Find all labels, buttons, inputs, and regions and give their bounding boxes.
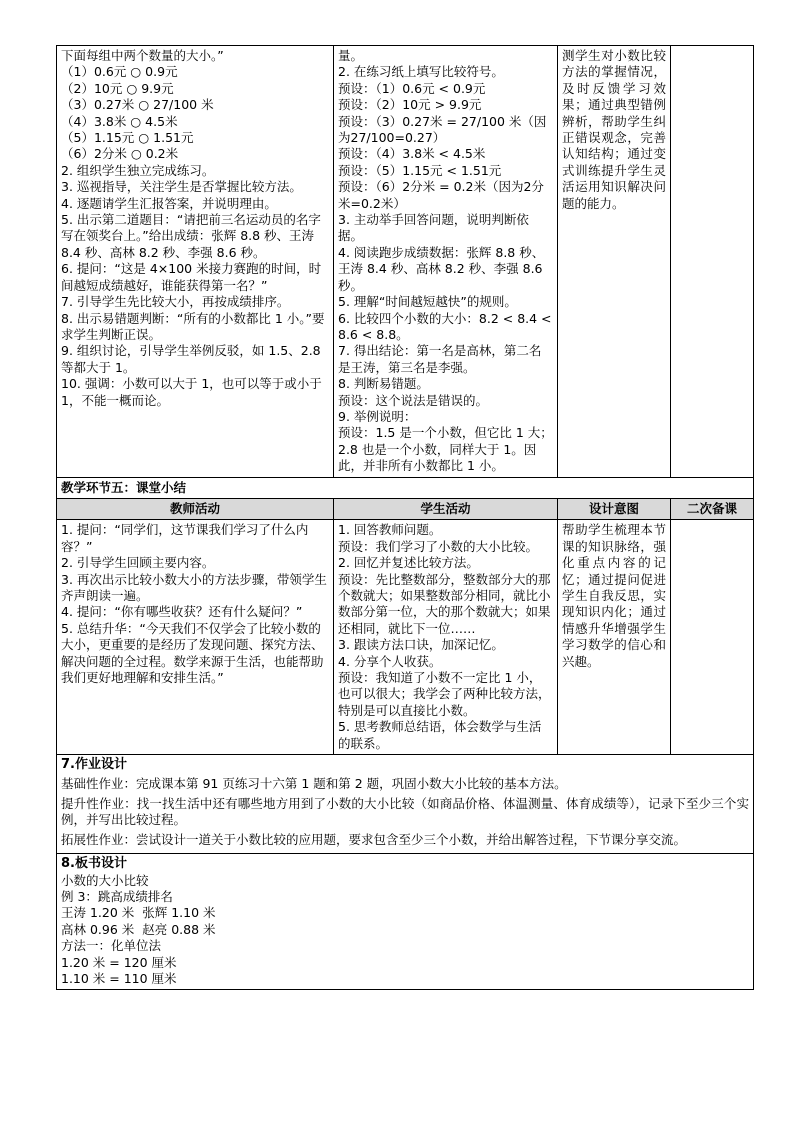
board-line: 例 3：跳高成绩排名 bbox=[61, 888, 173, 904]
student-activity-line: 预设：1.5 是一个小数，但它比 1 大；2.8 也是一个小数，同样大于 1。因此，并非所有小数都比 1 小。 bbox=[338, 425, 553, 474]
homework-cell bbox=[57, 755, 754, 854]
board-line: 高林 0.96 米 赵亮 0.88 米 bbox=[61, 921, 216, 937]
lesson-plan-table bbox=[56, 45, 754, 990]
homework-extend: 拓展性作业：尝试设计一道关于小数比较的应用题，要求包含至少三个小数，并给出解答过程，下节课分享交流。 bbox=[61, 831, 687, 847]
student-activity-line: 预设：（4）3.8米 < 4.5米 bbox=[338, 146, 486, 162]
teacher-activity-line: 2. 组织学生独立完成练习。 bbox=[61, 162, 215, 178]
student-activity-line: 5. 思考教师总结语，体会数学与生活的联系。 bbox=[338, 719, 542, 751]
student-activity-line: 6. 比较四个小数的大小：8.2 < 8.4 < 8.6 < 8.8。 bbox=[338, 310, 556, 342]
teacher-activity-line: 7. 引导学生先比较大小，再按成绩排序。 bbox=[61, 294, 290, 310]
student-activity-line: 预设：（1）0.6元 < 0.9元 bbox=[338, 80, 486, 96]
homework-row bbox=[57, 755, 754, 854]
homework-improve: 提升性作业：找一找生活中还有哪些地方用到了小数的大小比较（如商品价格、体温测量、体育成绩等），记录下至少三个实例，并写出比较过程。 bbox=[61, 795, 749, 828]
student-activity-line: 量。 bbox=[338, 48, 364, 63]
teacher-activity-line: （3）0.27米 ○ 27/100 米 bbox=[61, 97, 214, 113]
continued-activity-row bbox=[57, 46, 754, 478]
header-student-activity: 学生活动 bbox=[334, 498, 558, 519]
board-line: 小数的大小比较 bbox=[61, 872, 149, 888]
student-activity-line: 预设：（5）1.15元 < 1.51元 bbox=[338, 162, 502, 178]
homework-basic: 基础性作业：完成课本第 91 页练习十六第 1 题和第 2 题，巩固小数大小比较的基本方法。 bbox=[61, 776, 567, 792]
teacher-activity-line: （6）2分米 ○ 0.2米 bbox=[61, 146, 179, 162]
student-activity-line: 预设：（6）2分米 = 0.2米（因为2分米=0.2米） bbox=[338, 179, 544, 211]
teacher-activity-line: 下面每组中两个数量的大小。” bbox=[61, 48, 224, 63]
student-activity-line: 预设：我知道了小数不一定比 1 小，也可以很大；我学会了两种比较方法，特别是可以直接比小数。 bbox=[338, 670, 551, 718]
student-activity-line: 预设：（3）0.27米 = 27/100 米（因为27/100=0.27） bbox=[338, 113, 547, 146]
teacher-activity-line: 3. 巡视指导，关注学生是否掌握比较方法。 bbox=[61, 179, 302, 195]
student-activity-line: 预设：先比整数部分，整数部分大的那个数就大；如果整数部分相同，就比小数部分第一位，大的那个数就大；如果还相同，就比下一位…… bbox=[338, 571, 551, 636]
teacher-activity-line: 2. 引导学生回顾主要内容。 bbox=[61, 555, 215, 571]
board-design-row bbox=[57, 854, 754, 990]
design-intent-cell bbox=[558, 46, 671, 478]
second-prep-cell bbox=[671, 46, 754, 478]
teacher-activity-line: 6. 提问：“这是 4×100 米接力赛跑的时间，时间越短成绩越好，谁能获得第一名？” bbox=[61, 261, 322, 293]
section5-second-prep-cell bbox=[671, 520, 754, 755]
teacher-activity-line: （1）0.6元 ○ 0.9元 bbox=[61, 64, 178, 80]
board-line: 1.10 米 = 110 厘米 bbox=[61, 970, 177, 986]
section5-title: 教学环节五：课堂小结 bbox=[57, 477, 754, 498]
board-line: 1.20 米 = 120 厘米 bbox=[61, 954, 177, 970]
board-line: 王涛 1.20 米 张辉 1.10 米 bbox=[61, 905, 216, 921]
student-activity-line: 预设：这个说法是错误的。 bbox=[338, 392, 489, 408]
teacher-activity-line: 10. 强调：小数可以大于 1，也可以等于或小于 1，不能一概而论。 bbox=[61, 376, 326, 408]
student-activity-line: 8. 判断易错题。 bbox=[338, 376, 429, 392]
teacher-activity-line: 8. 出示易错题判断：“所有的小数都比 1 小。”要求学生判断正误。 bbox=[61, 310, 325, 342]
student-activity-line: 预设：（2）10元 > 9.9元 bbox=[338, 97, 482, 113]
student-activity-cell bbox=[334, 46, 558, 478]
teacher-activity-line: （4）3.8米 ○ 4.5米 bbox=[61, 113, 178, 129]
header-teacher-activity: 教师活动 bbox=[57, 498, 334, 519]
student-activity-line: 1. 回答教师问题。 bbox=[338, 522, 442, 538]
student-activity-line: 4. 分享个人收获。 bbox=[338, 653, 442, 669]
student-activity-line: 3. 主动举手回答问题，说明判断依据。 bbox=[338, 212, 529, 244]
teacher-activity-line: 1. 提问：“同学们，这节课我们学习了什么内容？” bbox=[61, 522, 309, 554]
student-activity-line: 预设：我们学习了小数的大小比较。 bbox=[338, 538, 539, 554]
student-activity-line: 4. 阅读跑步成绩数据：张辉 8.8 秒、王涛 8.4 秒、高林 8.2 秒、李强 8.6 秒。 bbox=[338, 244, 547, 293]
student-activity-line: 5. 理解“时间越短越快”的规则。 bbox=[338, 294, 517, 310]
header-design-intent: 设计意图 bbox=[558, 498, 671, 519]
section5-student-cell bbox=[334, 520, 558, 755]
teacher-activity-cell bbox=[57, 46, 334, 478]
board-line: 方法一：化单位法 bbox=[61, 938, 162, 954]
student-activity-line: 2. 在练习纸上填写比较符号。 bbox=[338, 64, 504, 80]
teacher-activity-line: （2）10元 ○ 9.9元 bbox=[61, 80, 174, 96]
teacher-activity-line: 5. 总结升华：“今天我们不仅学会了比较小数的大小，更重要的是经历了发现问题、探究方法、解决问题的全过程。数学来源于生活，也能帮助我们更好地理解和安排生活。” bbox=[61, 620, 324, 686]
lesson-plan-page bbox=[56, 45, 753, 990]
section5-teacher-cell bbox=[57, 520, 334, 755]
teacher-activity-line: （5）1.15元 ○ 1.51元 bbox=[61, 130, 194, 146]
teacher-activity-line: 4. 逐题请学生汇报答案，并说明理由。 bbox=[61, 195, 277, 211]
student-activity-line: 2. 回忆并复述比较方法。 bbox=[338, 555, 479, 571]
section5-design-cell bbox=[558, 520, 671, 755]
section5-activity-row bbox=[57, 520, 754, 755]
design-intent-text: 测学生对小数比较方法的掌握情况，及时反馈学习效果；通过典型错例辨析，帮助学生纠正错误观念，完善认知结构；通过变式训练提升学生灵活运用知识解决问题的能力。 bbox=[562, 48, 666, 211]
teacher-activity-line: 5. 出示第二道题目：“请把前三名运动员的名字写在领奖台上。”给出成绩：张辉 8.8 秒、王涛 8.4 秒、高林 8.2 秒、李强 8.6 秒。 bbox=[61, 212, 321, 260]
board-design-title: 8.板书设计 bbox=[61, 856, 127, 872]
design-intent-text: 帮助学生梳理本节课的知识脉络，强化重点内容的记忆；通过提问促进学生自我反思，实现知识内化；通过情感升华增强学生学习数学的信心和兴趣。 bbox=[562, 522, 666, 669]
student-activity-line: 9. 举例说明： bbox=[338, 408, 417, 424]
section5-header-row bbox=[57, 498, 754, 519]
student-activity-line: 3. 跟读方法口诀，加深记忆。 bbox=[338, 637, 504, 653]
teacher-activity-line: 9. 组织讨论，引导学生举例反驳，如 1.5、2.8 等都大于 1。 bbox=[61, 343, 325, 375]
homework-title: 7.作业设计 bbox=[61, 757, 127, 773]
board-design-cell bbox=[57, 854, 754, 990]
header-second-prep: 二次备课 bbox=[671, 498, 754, 519]
student-activity-line: 7. 得出结论：第一名是高林，第二名是王涛，第三名是李强。 bbox=[338, 343, 542, 375]
teacher-activity-line: 4. 提问：“你有哪些收获？还有什么疑问？” bbox=[61, 604, 303, 620]
teacher-activity-line: 3. 再次出示比较小数大小的方法步骤，带领学生齐声朗读一遍。 bbox=[61, 571, 327, 603]
section5-title-row bbox=[57, 477, 754, 498]
